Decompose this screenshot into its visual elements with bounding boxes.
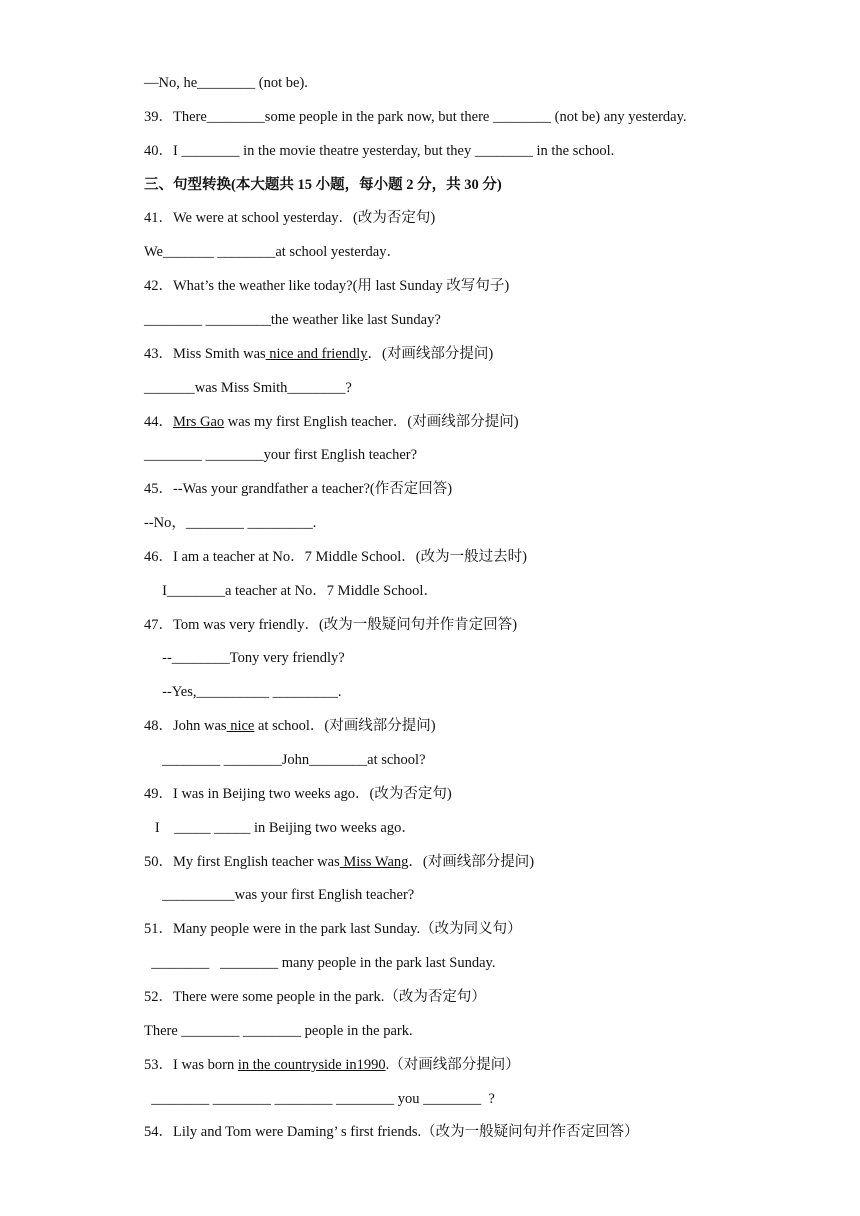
question-line <box>144 581 820 601</box>
question-line <box>144 107 820 127</box>
line-text: ．(对画线部分提问) <box>408 854 535 870</box>
line-text: 40．I ________ in the movie theatre yesterday, but they ________ in the school. <box>144 143 615 159</box>
question-line <box>144 242 820 262</box>
line-text: 三、句型转换(本大题共 15 小题，每小题 2 分，共 30 分) <box>144 177 502 193</box>
question-line <box>144 648 820 668</box>
line-text: --________Tony very friendly? <box>144 650 345 666</box>
question-line <box>144 208 820 228</box>
line-text: __________was your first English teacher? <box>144 887 415 903</box>
line-text: --Yes,__________ _________. <box>144 684 342 700</box>
question-line <box>144 1055 820 1075</box>
line-text: --No，________ _________. <box>144 515 317 531</box>
underlined-phrase: Miss Wang <box>339 854 409 870</box>
line-text: ________ ________John________at school? <box>144 752 426 768</box>
question-line <box>144 615 820 635</box>
line-text: ．(对画线部分提问) <box>367 346 494 362</box>
section-heading <box>144 175 820 195</box>
line-text: 51．Many people were in the park last Sunday.（改为同义句） <box>144 921 522 937</box>
line-text: 47．Tom was very friendly．(改为一般疑问句并作肯定回答) <box>144 617 518 633</box>
underlined-phrase: nice and friendly <box>265 346 368 362</box>
question-line <box>144 412 820 432</box>
question-line <box>144 1021 820 1041</box>
line-text: .（对画线部分提问） <box>385 1057 520 1073</box>
question-line <box>144 750 820 770</box>
question-line <box>144 818 820 838</box>
line-text: ________ ________ ________ ________ you ________ ? <box>144 1091 495 1107</box>
question-line <box>144 953 820 973</box>
line-text: I________a teacher at No．7 Middle School． <box>144 583 438 599</box>
question-line <box>144 310 820 330</box>
question-line <box>144 1089 820 1109</box>
line-text: ________ ________ many people in the park last Sunday. <box>144 955 496 971</box>
question-line <box>144 141 820 161</box>
line-text: There ________ ________ people in the park. <box>144 1023 413 1039</box>
line-text: 50．My first English teacher was <box>144 854 340 870</box>
question-line <box>144 276 820 296</box>
line-text: —No, he________ (not be). <box>144 75 308 91</box>
line-text: 45．--Was your grandfather a teacher?(作否定回答) <box>144 481 453 497</box>
question-line <box>144 513 820 533</box>
line-text: We_______ ________at school yesterday． <box>144 244 401 260</box>
line-text: 41．We were at school yesterday．(改为否定句) <box>144 210 436 226</box>
question-line <box>144 682 820 702</box>
line-text: 42．What’s the weather like today?(用 last Sunday 改写句子) <box>144 278 510 294</box>
question-line <box>144 547 820 567</box>
question-line <box>144 987 820 1007</box>
question-line <box>144 1122 820 1142</box>
underlined-phrase: in the countryside in1990 <box>237 1057 386 1073</box>
line-text: 52．There were some people in the park.（改为否定句） <box>144 989 486 1005</box>
line-text: ________ _________the weather like last Sunday? <box>144 312 441 328</box>
line-text: 46．I am a teacher at No．7 Middle School．(改为一般过去时) <box>144 549 527 565</box>
line-text: 44． <box>144 414 173 430</box>
line-text: at school．(对画线部分提问) <box>254 718 436 734</box>
line-text: 53．I was born <box>144 1057 238 1073</box>
question-line <box>144 344 820 364</box>
question-line <box>144 716 820 736</box>
question-line <box>144 378 820 398</box>
line-text: _______was Miss Smith________? <box>144 380 352 396</box>
line-text: 54．Lily and Tom were Daming’ s first friends.（改为一般疑问句并作否定回答） <box>144 1124 639 1140</box>
line-text: 43．Miss Smith was <box>144 346 266 362</box>
underlined-phrase: Mrs Gao <box>173 414 225 430</box>
line-text: 49．I was in Beijing two weeks ago．(改为否定句) <box>144 786 452 802</box>
line-text: 39．There________some people in the park now, but there ________ (not be) any yesterday. <box>144 109 687 125</box>
line-text: was my first English teacher．(对画线部分提问) <box>224 414 519 430</box>
line-text: I _____ _____ in Beijing two weeks ago． <box>144 820 416 836</box>
question-line <box>144 73 820 93</box>
question-line <box>144 885 820 905</box>
question-line <box>144 445 820 465</box>
line-text: ________ ________your first English teacher? <box>144 447 418 463</box>
underlined-phrase: nice <box>226 718 255 734</box>
question-line <box>144 479 820 499</box>
line-text: 48．John was <box>144 718 227 734</box>
question-line <box>144 784 820 804</box>
question-line <box>144 852 820 872</box>
question-line <box>144 919 820 939</box>
